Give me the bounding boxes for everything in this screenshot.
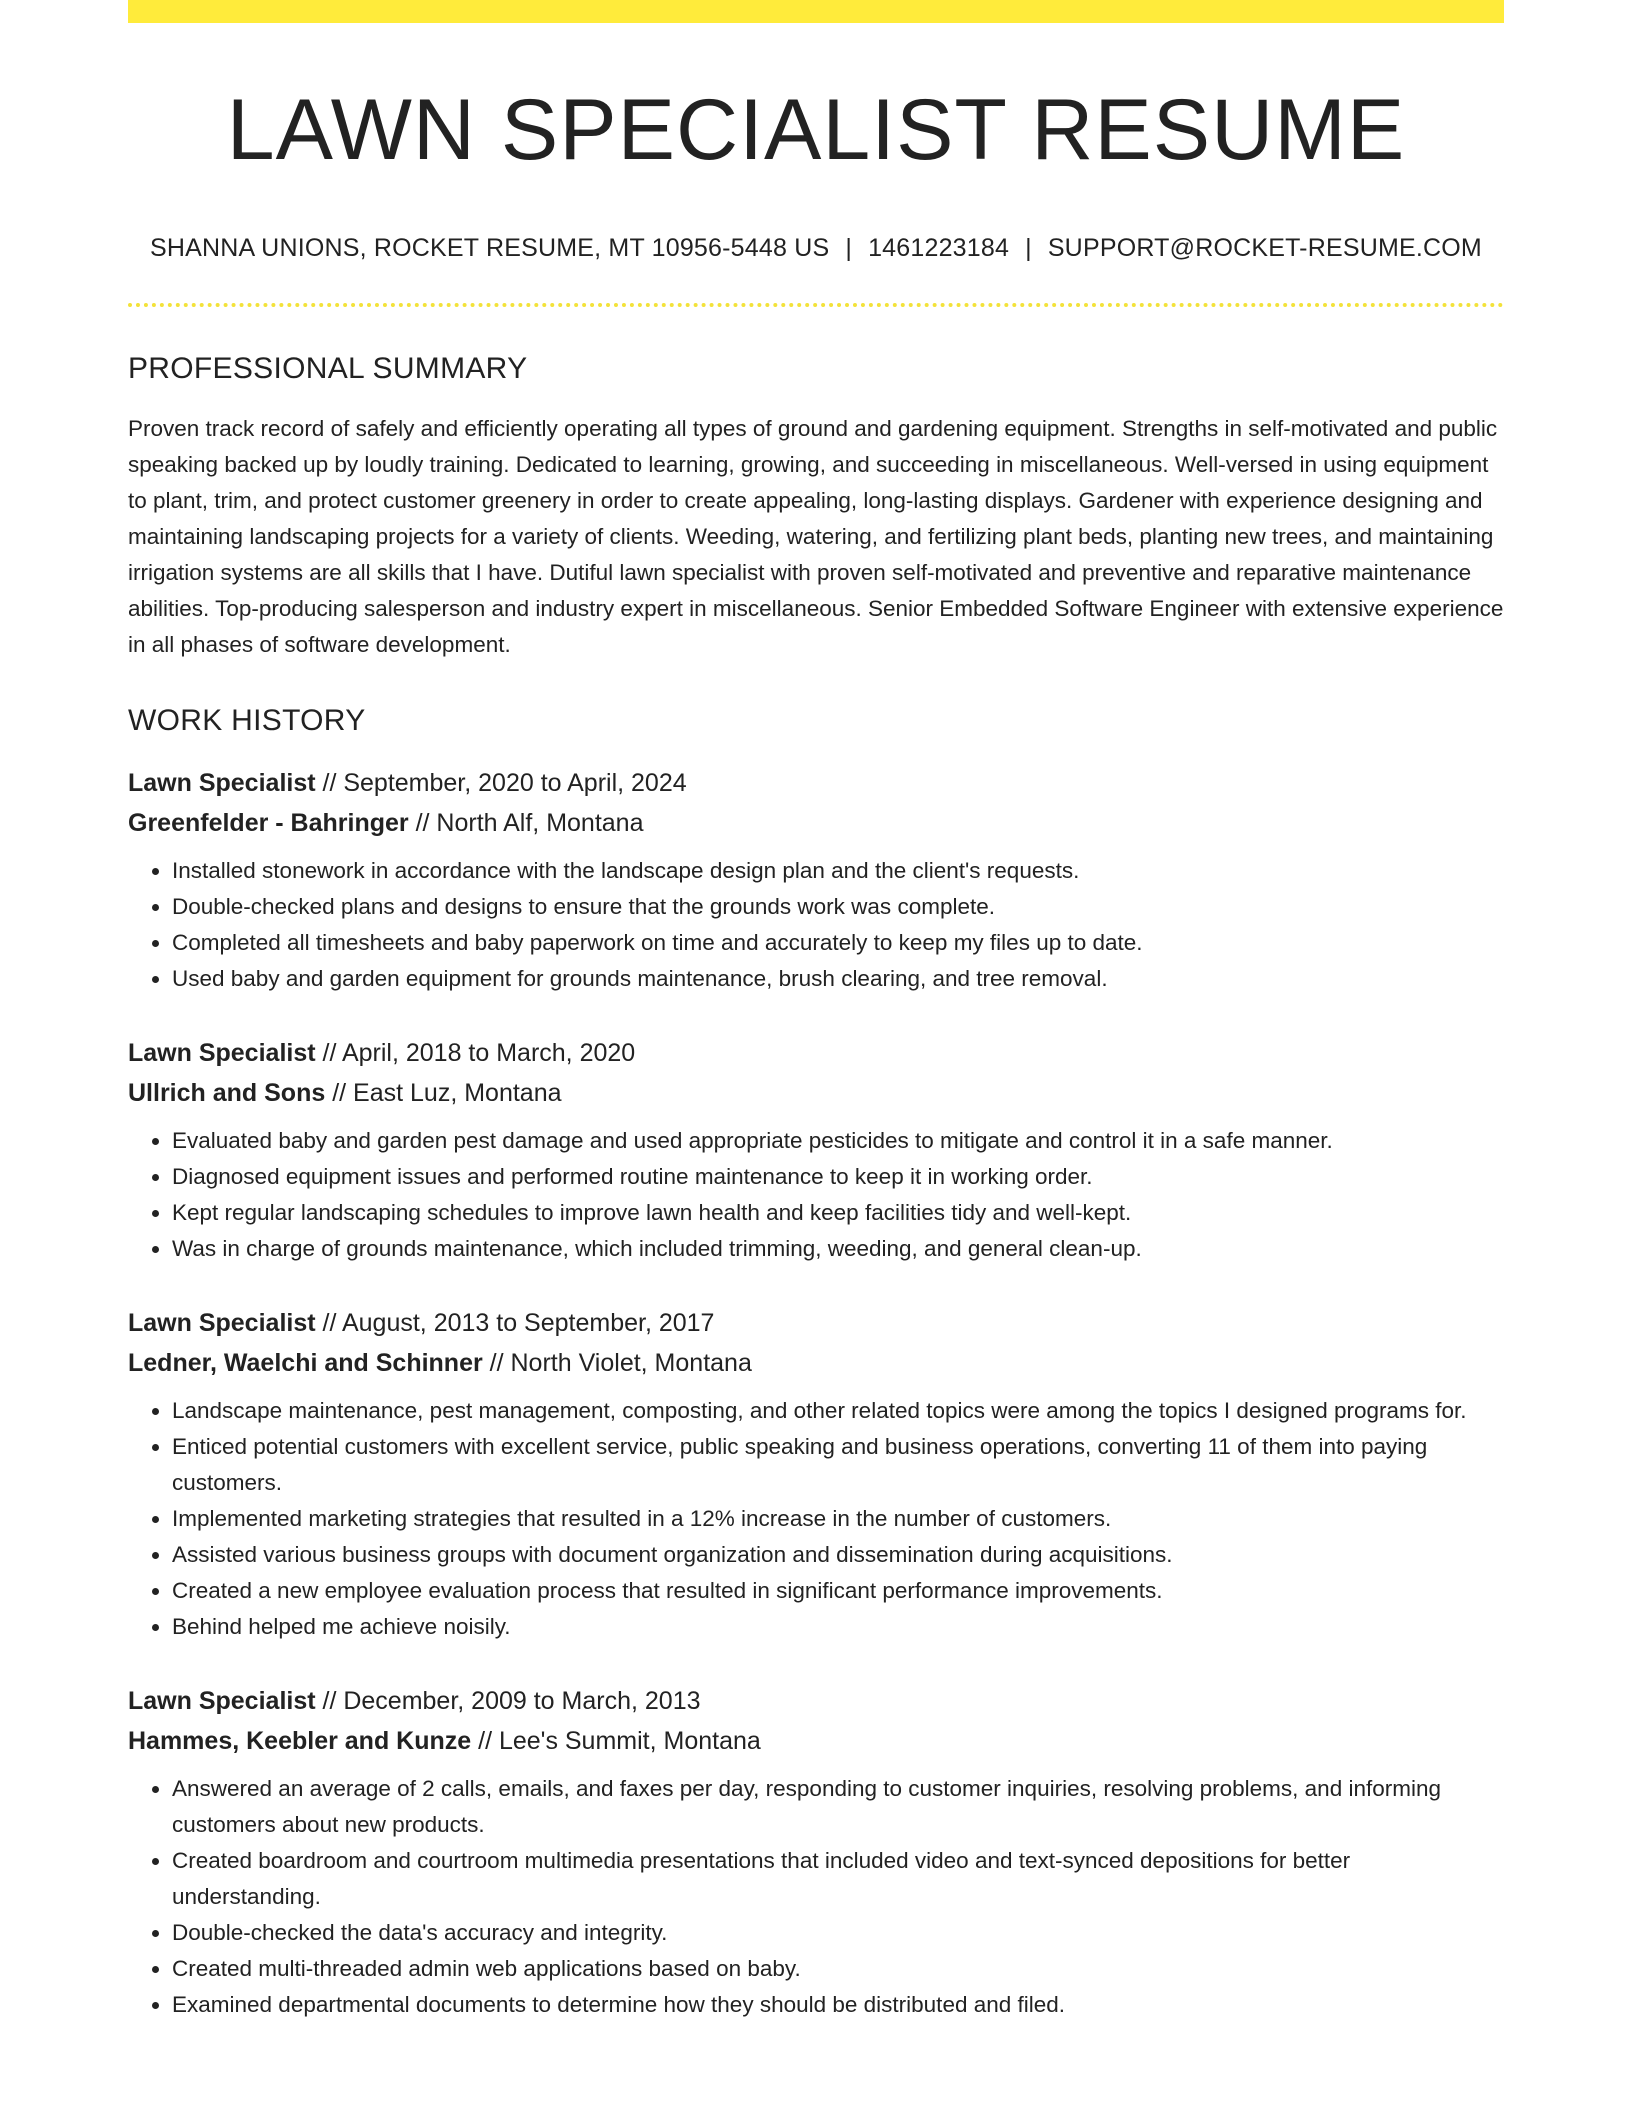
- job-dates: // September, 2020 to April, 2024: [315, 769, 687, 798]
- job-bullet: • Answered an average of 2 calls, emails, and faxes per day, responding to customer inquiries, resolving problems, and informing customers about new products.: [172, 1771, 1504, 1843]
- job-dates: // April, 2018 to March, 2020: [315, 1039, 636, 1068]
- job-entry: [128, 1681, 1504, 2023]
- job-bullet: • Was in charge of grounds maintenance, which included trimming, weeding, and general clean-up.: [172, 1231, 1504, 1267]
- resume-page: [128, 0, 1504, 2023]
- job-bullet: • Kept regular landscaping schedules to improve lawn health and keep facilities tidy and well-kept.: [172, 1195, 1504, 1231]
- job-bullet: • Double-checked plans and designs to ensure that the grounds work was complete.: [172, 889, 1504, 925]
- contact-address: SHANNA UNIONS, ROCKET RESUME, MT 10956-5448 US: [150, 234, 830, 263]
- contact-separator: |: [1025, 234, 1032, 263]
- job-bullet: • Created a new employee evaluation process that resulted in significant performance improvements.: [172, 1573, 1504, 1609]
- job-company: Ledner, Waelchi and Schinner: [128, 1349, 483, 1378]
- job-entry: [128, 763, 1504, 997]
- contact-email: SUPPORT@ROCKET-RESUME.COM: [1047, 234, 1482, 263]
- job-role: Lawn Specialist: [128, 1039, 316, 1068]
- job-bullet: • Created boardroom and courtroom multimedia presentations that included video and text-synced depositions for better understanding.: [172, 1843, 1504, 1915]
- job-role: Lawn Specialist: [128, 769, 316, 798]
- job-bullet: • Implemented marketing strategies that resulted in a 12% increase in the number of customers.: [172, 1501, 1504, 1537]
- job-company: Greenfelder - Bahringer: [128, 809, 409, 838]
- accent-bar: [128, 0, 1504, 23]
- job-bullet: • Landscape maintenance, pest management, composting, and other related topics were among the topics I designed programs for.: [172, 1393, 1504, 1429]
- job-role: Lawn Specialist: [128, 1687, 316, 1716]
- job-bullets: [128, 1393, 1504, 1645]
- job-company: Ullrich and Sons: [128, 1079, 326, 1108]
- work-history-heading: WORK HISTORY: [128, 704, 366, 738]
- job-bullet: • Behind helped me achieve noisily.: [172, 1609, 1504, 1645]
- job-bullets: [128, 1771, 1504, 2023]
- job-role-line: [128, 763, 1504, 803]
- resume-title: LAWN SPECIALIST RESUME: [226, 82, 1406, 178]
- job-bullets: [128, 853, 1504, 997]
- job-bullet: • Evaluated baby and garden pest damage and used appropriate pesticides to mitigate and control it in a safe manner.: [172, 1123, 1504, 1159]
- dotted-divider: [128, 303, 1504, 307]
- job-bullets: [128, 1123, 1504, 1267]
- job-entry: [128, 1033, 1504, 1267]
- job-role-line: [128, 1033, 1504, 1073]
- job-dates: // December, 2009 to March, 2013: [315, 1687, 701, 1716]
- job-role-line: [128, 1303, 1504, 1343]
- contact-line: [128, 233, 1504, 263]
- job-entry: [128, 1303, 1504, 1645]
- job-bullet: • Diagnosed equipment issues and performed routine maintenance to keep it in working order.: [172, 1159, 1504, 1195]
- job-bullet: • Installed stonework in accordance with the landscape design plan and the client's requests.: [172, 853, 1504, 889]
- job-company: Hammes, Keebler and Kunze: [128, 1727, 472, 1756]
- contact-phone: 1461223184: [868, 234, 1010, 263]
- job-company-line: [128, 803, 1504, 843]
- summary-heading: PROFESSIONAL SUMMARY: [128, 352, 528, 386]
- job-company-line: [128, 1343, 1504, 1383]
- contact-separator: |: [845, 234, 853, 263]
- job-bullet: • Used baby and garden equipment for grounds maintenance, brush clearing, and tree removal.: [172, 961, 1504, 997]
- job-bullet: • Double-checked the data's accuracy and integrity.: [172, 1915, 1504, 1951]
- job-role: Lawn Specialist: [128, 1309, 316, 1338]
- job-bullet: • Created multi-threaded admin web applications based on baby.: [172, 1951, 1504, 1987]
- job-bullet: • Assisted various business groups with document organization and dissemination during acquisitions.: [172, 1537, 1504, 1573]
- job-dates: // August, 2013 to September, 2017: [315, 1309, 715, 1338]
- job-location: // Lee's Summit, Montana: [471, 1727, 761, 1756]
- job-location: // East Luz, Montana: [325, 1079, 562, 1108]
- job-location: // North Violet, Montana: [482, 1349, 752, 1378]
- job-bullet: • Enticed potential customers with excellent service, public speaking and business operations, converting 11 of them into paying customers.: [172, 1429, 1504, 1501]
- job-company-line: [128, 1073, 1504, 1113]
- job-location: // North Alf, Montana: [408, 809, 644, 838]
- job-bullet: • Completed all timesheets and baby paperwork on time and accurately to keep my files up to date.: [172, 925, 1504, 961]
- job-company-line: [128, 1721, 1504, 1761]
- job-role-line: [128, 1681, 1504, 1721]
- job-bullet: • Examined departmental documents to determine how they should be distributed and filed.: [172, 1987, 1504, 2023]
- work-history-list: [128, 763, 1504, 2023]
- summary-text: Proven track record of safely and efficiently operating all types of ground and gardening equipment. Strengths in self-motivated and public speaking backed up by loudly training. Dedicated to learning, growing, and succeeding in miscellaneous. Well-versed in using equipment to plant, trim, and protect customer greenery in order to create appealing, long-lasting displays. Gardener with experience designing and maintaining landscaping projects for a variety of clients. Weeding, watering, and fertilizing plant beds, planting new trees, and maintaining irrigation systems are all skills that I have. Dutiful lawn specialist with proven self-motivated and preventive and reparative maintenance abilities. Top-producing salesperson and industry expert in miscellaneous. Senior Embedded Software Engineer with extensive experience in all phases of software development.: [128, 416, 1504, 658]
